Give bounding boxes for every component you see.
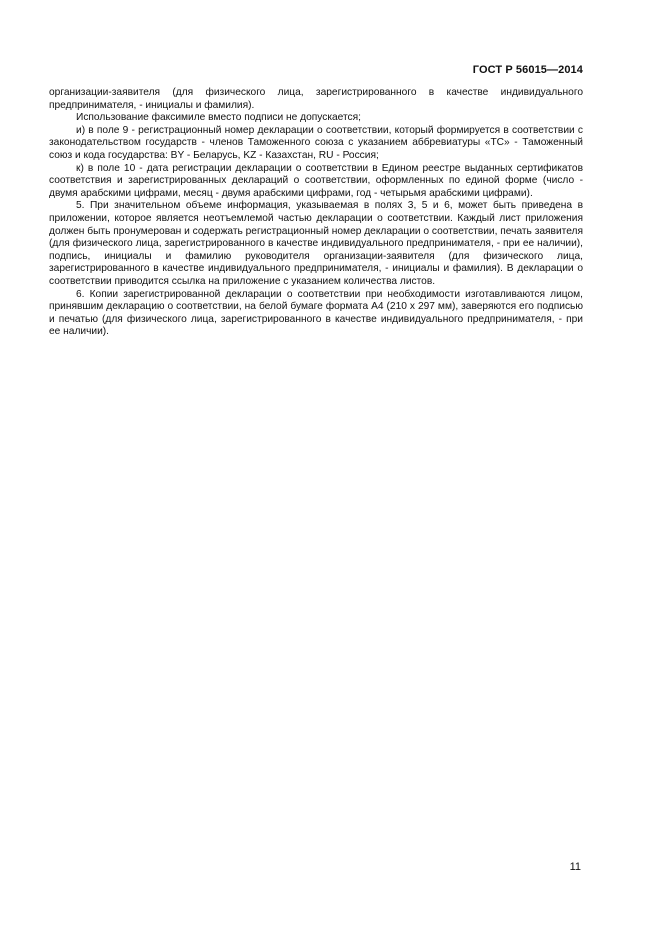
paragraph-signature-continuation: организации-заявителя (для физического лица, зарегистрированного в качестве индивидуального предпринимателя, - инициалы и фамилия). [49, 87, 583, 111]
paragraph-facsimile-note: Использование факсимиле вместо подписи не допускается; [76, 112, 361, 124]
document-body [49, 87, 583, 339]
paragraph-field-10: к) в поле 10 - дата регистрации декларации о соответствии в Едином реестре выданных сертификатов соответствия и зарегистрированных деклараций о соответствии, оформленных по единой форме (число - двумя арабскими цифрами, месяц - двумя арабскими цифрами, год - четырьмя арабскими цифрами). [49, 162, 583, 199]
paragraph-field-9: и) в поле 9 - регистрационный номер декларации о соответствии, который формируется в соответствии с законодательством государств - членов Таможенного союза с указанием аббревиатуры «ТС» - Таможенный союз и кода государства: BY - Беларусь, KZ - Казахстан, RU - Россия; [49, 124, 583, 161]
paragraph-item-5: 5. При значительном объеме информация, указываемая в полях 3, 5 и 6, может быть приведена в приложении, которое является неотъемлемой частью декларации о соответствии. Каждый лист приложения должен быть пронумерован и содержать регистрационный номер декларации о соответствии, печать заявителя (для физического лица, зарегистрированного в качестве индивидуального предпринимателя, - при ее наличии), подпись, инициалы и фамилию руководителя организации-заявителя (для физического лица, зарегистрированного в качестве индивидуального предпринимателя, - инициалы и фамилия). В декларации о соответствии приводится ссылка на приложение с указанием количества листов. [49, 200, 583, 287]
page-number: 11 [569, 861, 581, 873]
paragraph-item-6: 6. Копии зарегистрированной декларации о соответствии при необходимости изготавливаются лицом, принявшим декларацию о соответствии, на белой бумаге формата А4 (210 х 297 мм), заверяются его подписью и печатью (для физического лица, зарегистрированного в качестве индивидуального предпринимателя, - при ее наличии). [49, 288, 583, 338]
document-standard-header: ГОСТ Р 56015—2014 [472, 64, 583, 76]
